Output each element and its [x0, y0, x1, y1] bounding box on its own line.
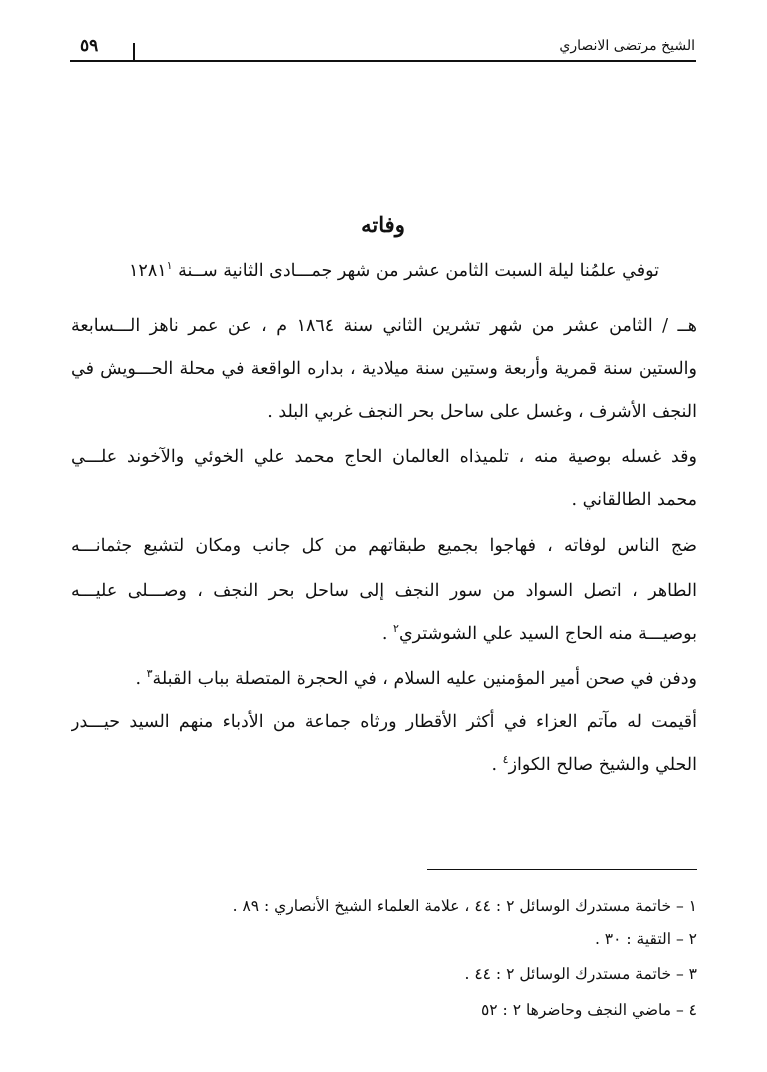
- body-line-12: الحلي والشيخ صالح الكواز$^٤$ .: [491, 753, 697, 775]
- body-line-4: النجف الأشرف ، وغسل على ساحل بحر النجف غربي البلد .: [267, 402, 697, 422]
- header-tick-mark: [133, 43, 135, 60]
- running-header-title: الشيخ مرتضى الانصاري: [559, 38, 695, 54]
- footnote-marker-1: ١: [166, 259, 173, 273]
- body-line-5: وقد غسله بوصية منه ، تلميذاه العالمان الحاج محمد علي الخوئي والآخوند علـــي: [71, 447, 697, 467]
- body-line-9: بوصيـــة منه الحاج السيد علي الشوشتري$^٢$ .: [381, 622, 697, 644]
- body-line-8: الطاهر ، اتصل السواد من سور النجف إلى ساحل بحر النجف ، وصـــلى عليـــه: [71, 581, 697, 601]
- footnote-3: ٣ – خاتمة مستدرك الوسائل ٢ : ٤٤ .: [464, 965, 697, 983]
- footnote-separator: [427, 869, 697, 870]
- footnote-2: ٢ – التقية : ٣٠ .: [594, 930, 697, 948]
- body-line-3: والستين سنة قمرية وأربعة وستين سنة ميلادية ، بداره الواقعة في محلة الحـــويش في: [71, 359, 697, 379]
- footnote-marker-3: ٣: [146, 667, 153, 681]
- body-line-2: هــ / الثامن عشر من شهر تشرين الثاني سنة ١٨٦٤ م ، عن عمر ناهز الـــسابعة: [71, 316, 697, 336]
- body-line-11: أقيمت له مآتم العزاء في أكثر الأقطار ورثاه جماعة من الأدباء منهم السيد حيـــدر: [71, 712, 697, 732]
- chapter-heading: وفاته: [361, 212, 405, 237]
- header-rule: [70, 60, 696, 62]
- body-line-1: توفي علمُنا ليلة السبت الثامن عشر من شهر جمـــادى الثانية ســنة ١٢٨١$^١$: [129, 259, 659, 281]
- footnote-marker-2: ٢: [393, 622, 399, 636]
- footnote-1: ١ – خاتمة مستدرك الوسائل ٢ : ٤٤ ، علامة العلماء الشيخ الأنصاري : ٨٩ .: [232, 897, 697, 915]
- footnote-4: ٤ – ماضي النجف وحاضرها ٢ : ٥٢: [480, 1001, 697, 1019]
- page-number: ٥٩: [80, 36, 99, 56]
- footnote-marker-4: ٤: [502, 753, 509, 767]
- body-line-10: ودفن في صحن أمير المؤمنين عليه السلام ، في الحجرة المتصلة بباب القبلة$^٣$ .: [135, 667, 697, 689]
- body-line-7: ضج الناس لوفاته ، فهاجوا بجميع طبقاتهم من كل جانب ومكان لتشيع جثمانـــه: [71, 536, 697, 556]
- body-line-6: محمد الطالقاني .: [571, 490, 697, 510]
